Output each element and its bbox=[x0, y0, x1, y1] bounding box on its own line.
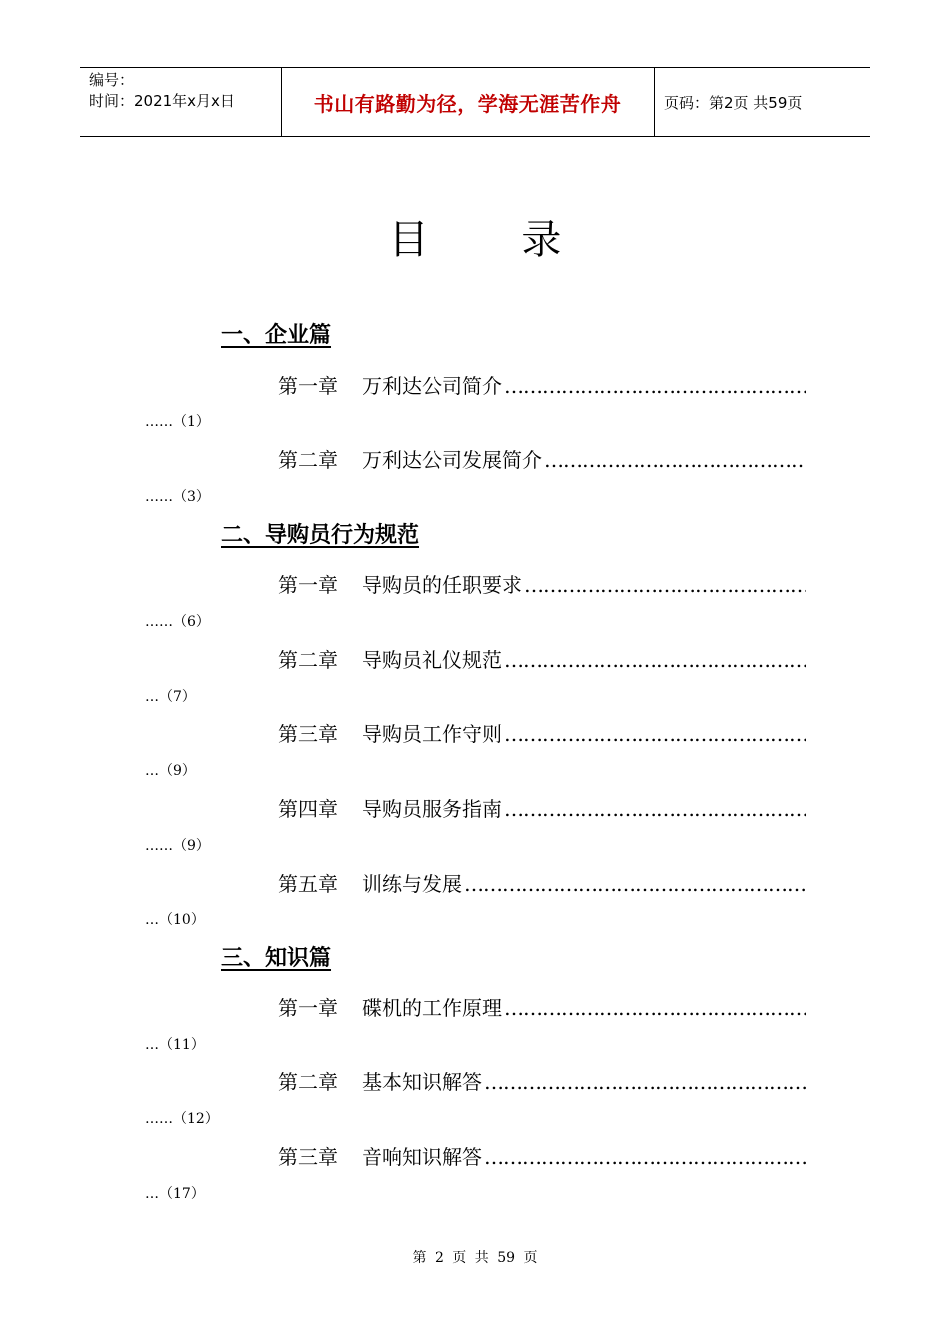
toc-entry[interactable] bbox=[278, 569, 806, 598]
toc-entry-title: 碟机的工作原理 bbox=[362, 996, 502, 1020]
toc-entry-title: 导购员服务指南 bbox=[362, 797, 502, 821]
toc-entry-leader bbox=[504, 374, 806, 398]
toc-entry-leader bbox=[504, 797, 806, 821]
page-footer: 第 2 页 共 59 页 bbox=[412, 1250, 538, 1266]
toc-entry-chapter-number: 第一章 bbox=[278, 573, 338, 597]
toc-entry-title: 万利达公司发展简介 bbox=[362, 448, 542, 472]
toc-entry-leader bbox=[464, 872, 806, 896]
toc-section-heading[interactable]: 一、企业篇 bbox=[221, 323, 332, 348]
toc-entry-leader bbox=[524, 573, 806, 597]
toc-section-heading[interactable]: 二、导购员行为规范 bbox=[221, 523, 420, 548]
toc-entry-title: 基本知识解答 bbox=[362, 1070, 482, 1094]
toc-entry-page: ……（3） bbox=[145, 489, 210, 505]
toc-entry[interactable] bbox=[278, 793, 806, 822]
toc-entry[interactable] bbox=[278, 1066, 806, 1095]
toc-entry-chapter-number: 第二章 bbox=[278, 448, 338, 472]
toc-entry-page: ……（6） bbox=[145, 614, 210, 630]
toc-entry-title: 音响知识解答 bbox=[362, 1145, 482, 1169]
header-number-label: 编号： bbox=[89, 71, 135, 89]
toc-entry-page: ……（1） bbox=[145, 414, 210, 430]
toc-entry[interactable] bbox=[278, 444, 806, 473]
toc-entry-chapter-number: 第二章 bbox=[278, 648, 338, 672]
toc-entry-leader bbox=[544, 448, 806, 472]
toc-entry-chapter-number: 第五章 bbox=[278, 872, 338, 896]
header-motto: 书山有路勤为径，学海无涯苦作舟 bbox=[313, 92, 622, 116]
toc-title: 目 录 bbox=[388, 217, 602, 263]
toc-entry-title: 导购员的任职要求 bbox=[362, 573, 522, 597]
toc-entry-leader bbox=[504, 648, 806, 672]
toc-entry-chapter-number: 第三章 bbox=[278, 722, 338, 746]
toc-entry-leader bbox=[484, 1145, 806, 1169]
toc-entry[interactable] bbox=[278, 644, 806, 673]
toc-entry-page: …（11） bbox=[145, 1037, 205, 1053]
toc-entry-chapter-number: 第一章 bbox=[278, 996, 338, 1020]
toc-entry-chapter-number: 第二章 bbox=[278, 1070, 338, 1094]
toc-entry-leader bbox=[484, 1070, 806, 1094]
toc-entry[interactable] bbox=[278, 992, 806, 1021]
toc-entry-chapter-number: 第一章 bbox=[278, 374, 338, 398]
toc-entry-page: …（9） bbox=[145, 763, 196, 779]
toc-entry-title: 训练与发展 bbox=[362, 872, 462, 896]
header-bottom-rule bbox=[80, 136, 870, 137]
header-date: 时间：2021年x月x日 bbox=[89, 92, 235, 110]
toc-entry-chapter-number: 第三章 bbox=[278, 1145, 338, 1169]
toc-entry[interactable] bbox=[278, 718, 806, 747]
header-page-info: 页码：第2页 共59页 bbox=[664, 94, 803, 112]
toc-entry-title: 万利达公司简介 bbox=[362, 374, 502, 398]
toc-entry-chapter-number: 第四章 bbox=[278, 797, 338, 821]
header-divider-right bbox=[654, 67, 655, 136]
toc-entry-title: 导购员工作守则 bbox=[362, 722, 502, 746]
toc-entry-title: 导购员礼仪规范 bbox=[362, 648, 502, 672]
toc-entry-page: …（17） bbox=[145, 1186, 205, 1202]
toc-entry-leader bbox=[504, 722, 806, 746]
toc-entry[interactable] bbox=[278, 868, 806, 897]
toc-entry-leader bbox=[504, 996, 806, 1020]
toc-entry-page: …（7） bbox=[145, 689, 196, 705]
toc-entry-page: …（10） bbox=[145, 912, 205, 928]
header-meta bbox=[89, 70, 235, 112]
toc-section-heading[interactable]: 三、知识篇 bbox=[221, 946, 332, 971]
toc-entry[interactable] bbox=[278, 370, 806, 399]
header-top-rule bbox=[80, 67, 870, 68]
toc-entry-page: ……（9） bbox=[145, 838, 210, 854]
toc-entry[interactable] bbox=[278, 1141, 806, 1170]
toc-entry-page: ……（12） bbox=[145, 1111, 219, 1127]
